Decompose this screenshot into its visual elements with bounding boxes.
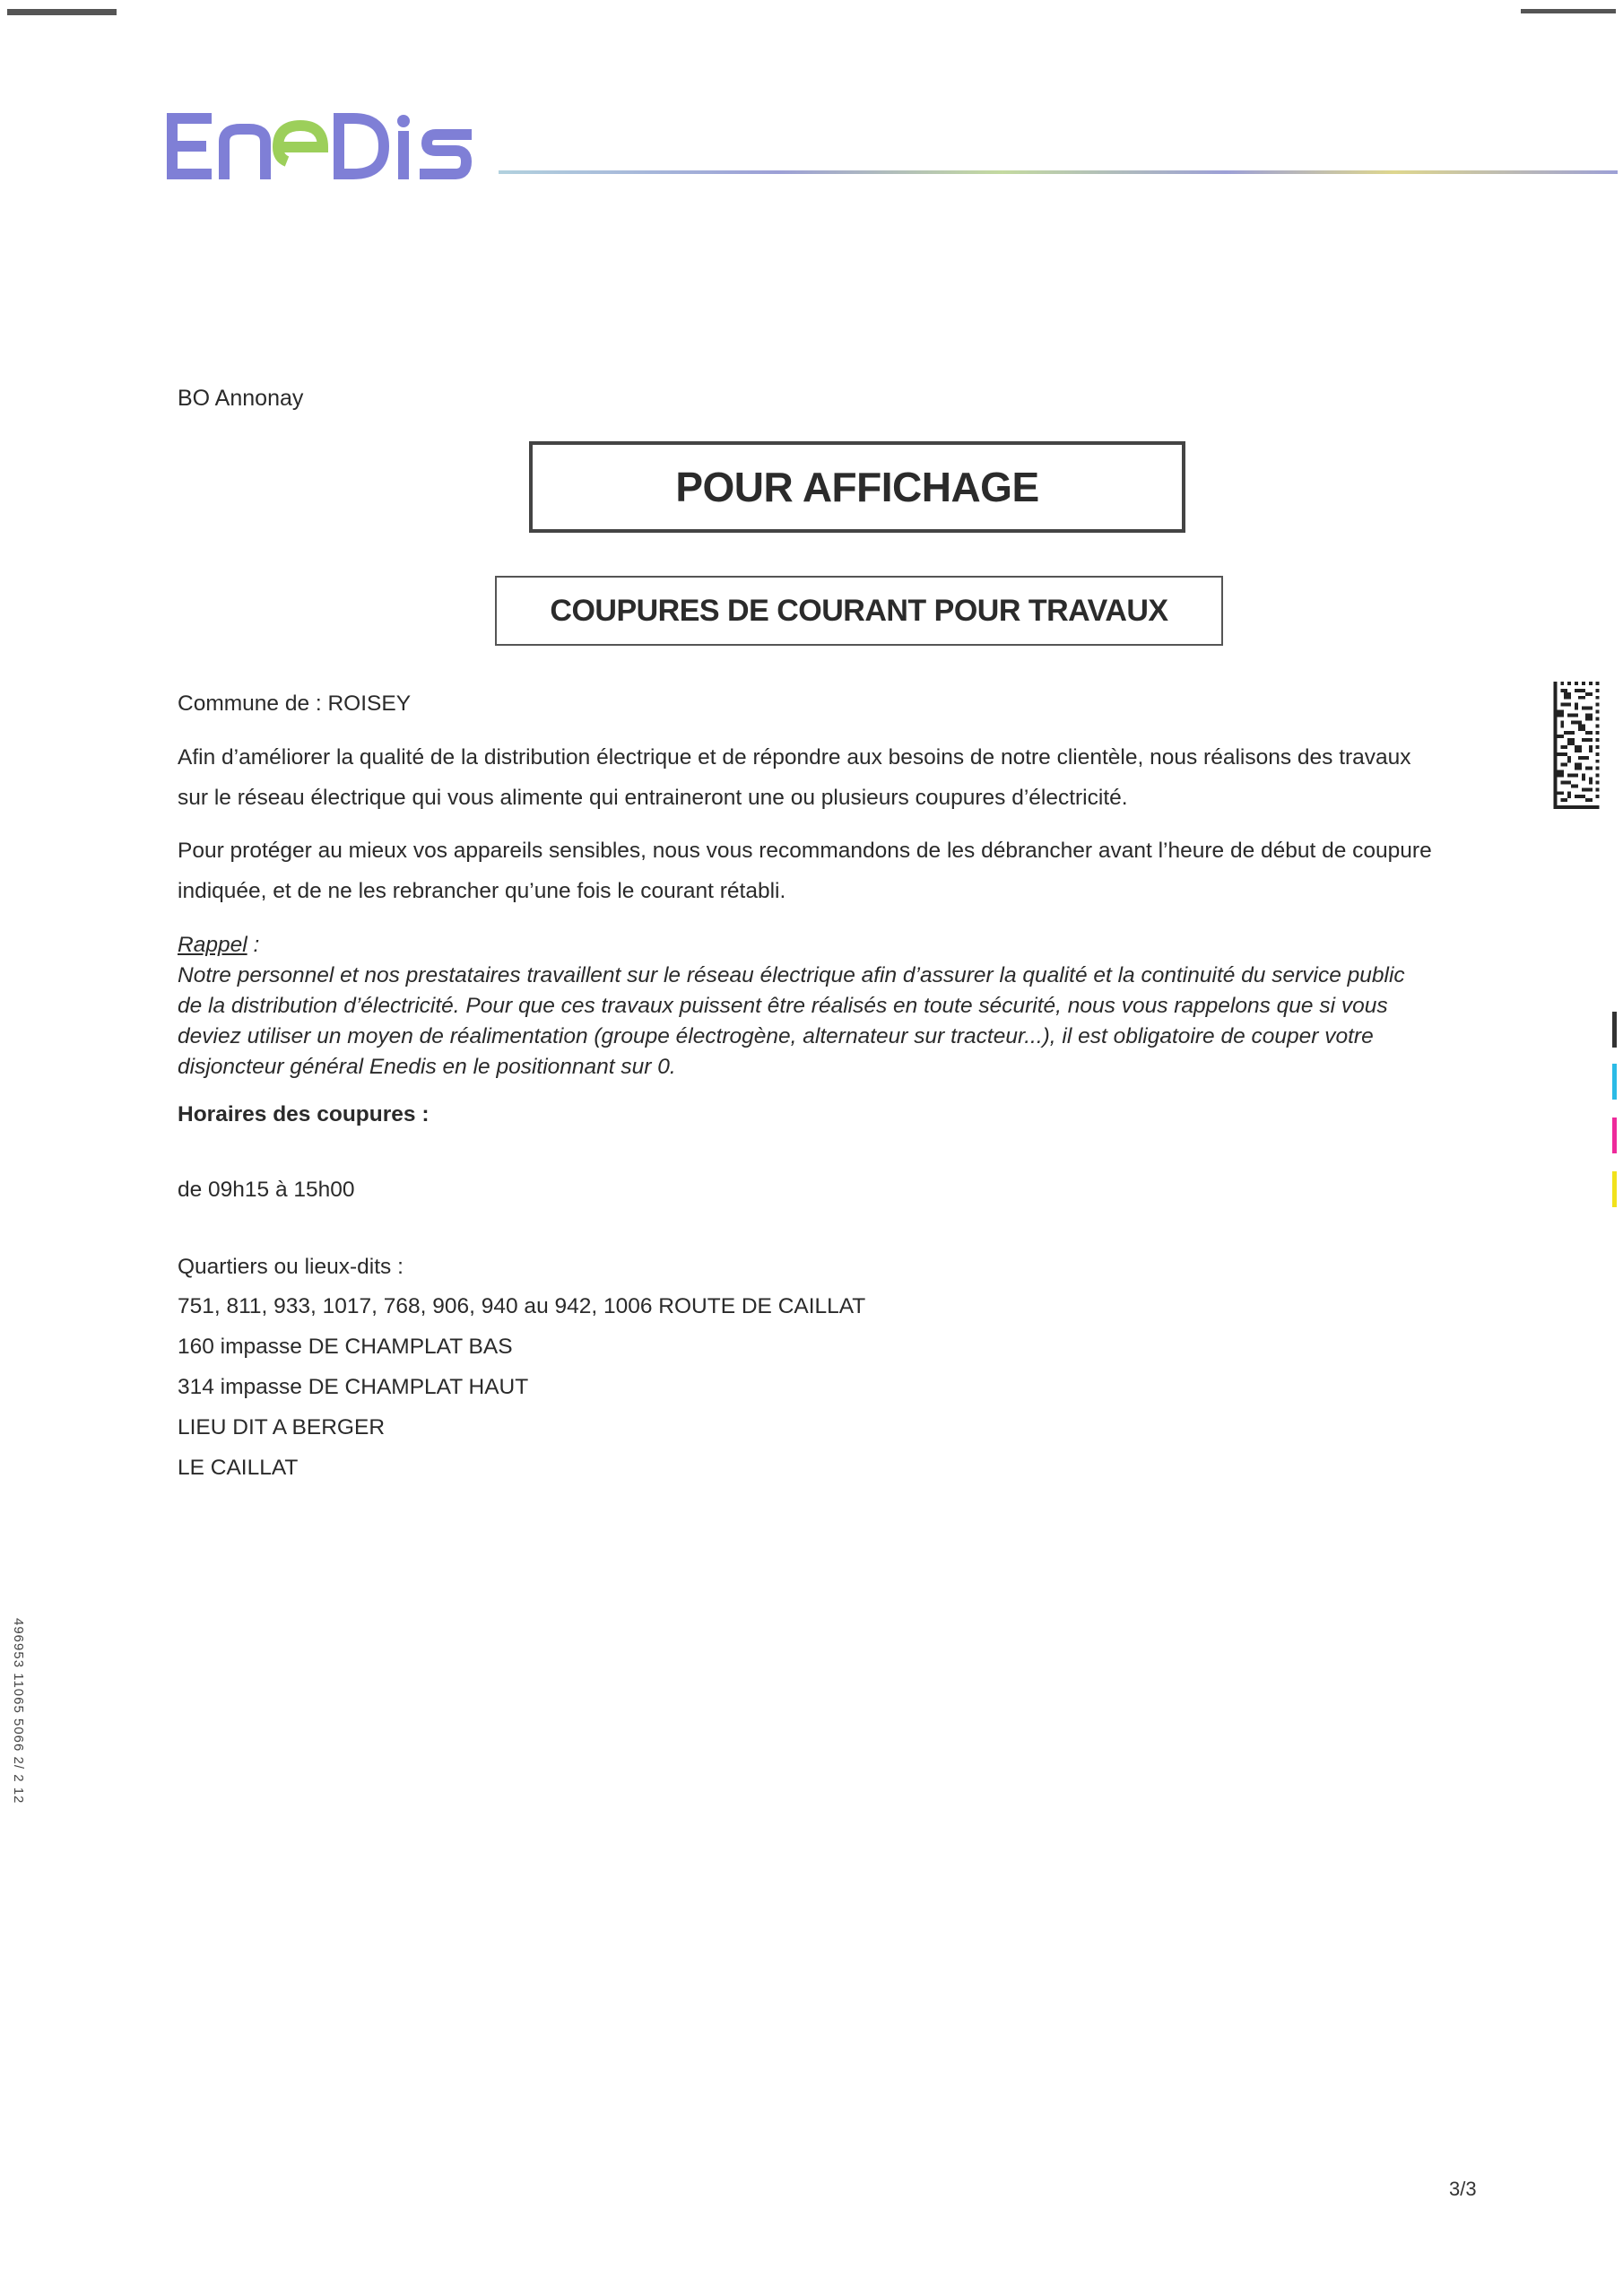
rappel-line: disjoncteur général Enedis en le positionnant sur 0. [178, 1055, 676, 1079]
list-item: LE CAILLAT [178, 1456, 299, 1480]
quartiers-list [178, 1286, 1487, 1488]
rappel-line: de la distribution d’électricité. Pour que ces travaux puissent être réalisés en toute sécurité, nous vous rappelons que si vous [178, 994, 1388, 1018]
paragraph-line: indiquée, et de ne les rebrancher qu’une fois le courant rétabli. [178, 879, 786, 903]
paragraph-intro [178, 737, 1487, 818]
paragraph-advice [178, 831, 1487, 911]
print-mark-cyan [1612, 1064, 1617, 1100]
side-tracking-code: 496953 11065 5066 2/ 2 12 [11, 1618, 26, 1805]
page-number: 3/3 [1449, 2178, 1477, 2200]
print-mark-magenta [1612, 1118, 1617, 1153]
header-rule [499, 170, 1618, 174]
rappel-line: deviez utiliser un moyen de réalimentation (groupe électrogène, alternateur sur tracteur...), il est obligatoire de couper votre [178, 1024, 1374, 1048]
list-item: 751, 811, 933, 1017, 768, 906, 940 au 942, 1006 ROUTE DE CAILLAT [178, 1294, 866, 1318]
quartiers-heading: Quartiers ou lieux-dits : [178, 1255, 404, 1279]
rappel-line: Notre personnel et nos prestataires travaillent sur le réseau électrique afin d’assurer la qualité et la continuité du service public [178, 963, 1405, 987]
print-mark-black [1612, 1012, 1617, 1048]
list-item: LIEU DIT A BERGER [178, 1415, 386, 1439]
paragraph-line: sur le réseau électrique qui vous alimente qui entraineront une ou plusieurs coupures d’électricité. [178, 786, 1128, 810]
horaires-heading: Horaires des coupures : [178, 1102, 430, 1126]
paragraph-line: Pour protéger au mieux vos appareils sensibles, nous vous recommandons de les débrancher avant l’heure de début de coupure [178, 839, 1432, 863]
rappel-heading [178, 930, 1487, 961]
corner-mark-left [7, 9, 117, 15]
rappel-block [178, 930, 1487, 1083]
print-mark-yellow [1612, 1171, 1617, 1207]
rappel-label: Rappel [178, 933, 247, 957]
subtitle-box [495, 576, 1223, 646]
subtitle-text: COUPURES DE COURANT POUR TRAVAUX [550, 593, 1168, 628]
horaires-time: de 09h15 à 15h00 [178, 1178, 355, 1202]
corner-mark-right [1521, 9, 1616, 13]
sender-office: BO Annonay [178, 386, 304, 411]
enedis-logo [163, 106, 477, 191]
barcode-icon [1553, 682, 1600, 813]
paragraph-line: Afin d’améliorer la qualité de la distribution électrique et de répondre aux besoins de notre clientèle, nous réalisons des travaux [178, 745, 1411, 770]
title-box [529, 441, 1185, 533]
list-item: 314 impasse DE CHAMPLAT HAUT [178, 1375, 529, 1399]
list-item: 160 impasse DE CHAMPLAT BAS [178, 1335, 513, 1359]
commune-line: Commune de : ROISEY [178, 691, 412, 716]
rappel-colon: : [247, 933, 260, 957]
title-text: POUR AFFICHAGE [675, 464, 1039, 510]
